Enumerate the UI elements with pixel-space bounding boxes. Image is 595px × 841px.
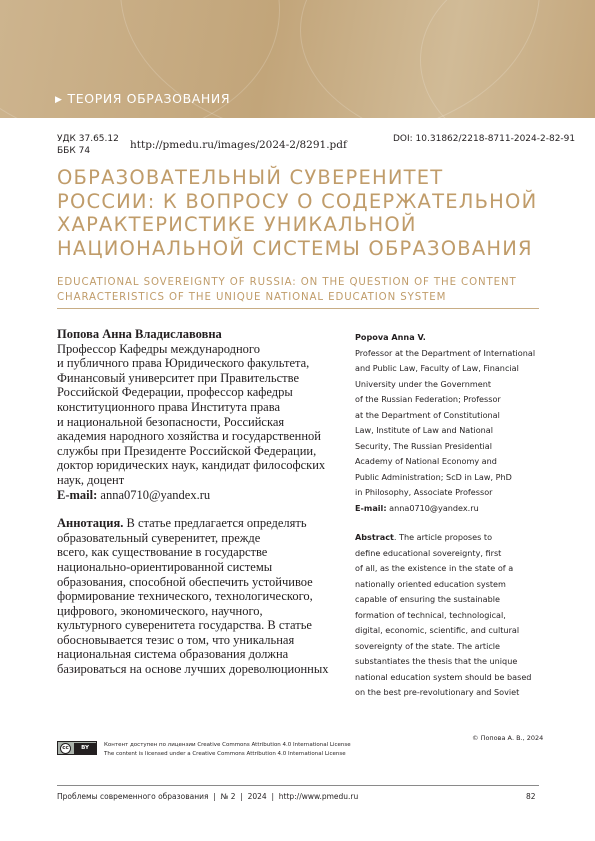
affiliation-line: Law, Institute of Law and National — [355, 425, 493, 435]
license-ru: Контент доступен по лицензии Creative Commons Attribution 4.0 International License — [104, 742, 351, 748]
title-divider — [57, 308, 539, 309]
abstract-ru-first-line — [57, 516, 347, 531]
english-column — [355, 330, 545, 701]
russian-column — [57, 327, 347, 677]
cc-icon: cc — [60, 743, 71, 754]
section-label — [55, 91, 230, 106]
abstract-text: . The article proposes to — [393, 532, 493, 542]
affiliation-line: и публичного права Юридического факультета, — [57, 356, 310, 371]
abstract-line: национально-ориентированной системы — [57, 559, 273, 574]
copyright-notice: © Попова А. В., 2024 — [472, 734, 544, 742]
license-en: The content is licensed under a Creative Commons Attribution 4.0 International License — [104, 751, 346, 757]
abstract-line: on the best pre-revolutionary and Soviet — [355, 687, 520, 697]
affiliation-line: конституционного права Института права — [57, 399, 280, 414]
abstract-line: всего, как существование в государстве — [57, 545, 268, 560]
email-link[interactable]: anna0710@yandex.ru — [389, 502, 479, 513]
article-url[interactable]: http://pmedu.ru/images/2024-2/8291.pdf — [130, 139, 347, 151]
title-ru-line: ХАРАКТЕРИСТИКЕ УНИКАЛЬНОЙ — [57, 213, 417, 236]
abstract-line: substantiates the thesis that the unique — [355, 656, 518, 666]
author-name-ru: Попова Анна Владиславовна — [57, 327, 222, 341]
title-ru-line: ОБРАЗОВАТЕЛЬНЫЙ СУВЕРЕНИТЕТ — [57, 166, 444, 189]
abstract-line: define educational sovereignty, first — [355, 547, 502, 558]
abstract-line: цифрового, экономического, научного, — [57, 603, 263, 618]
header-banner — [0, 0, 595, 118]
abstract-line: sovereignty of the state. The article — [355, 640, 501, 651]
license-text — [104, 741, 351, 759]
abstract-line: formation of technical, technological, — [355, 609, 506, 620]
affiliation-line: and Public Law, Faculty of Law, Financial — [355, 363, 519, 373]
abstract-line: формирование технического, технологического, — [57, 589, 313, 604]
email-link[interactable]: anna0710@yandex.ru — [100, 487, 211, 502]
abstract-line: capable of ensuring the sustainable — [355, 594, 500, 604]
title-en-line: CHARACTERISTICS OF THE UNIQUE NATIONAL EDUCATION SYSTEM — [57, 292, 447, 303]
abstract-line: of all, as the existence in the state of a — [355, 563, 514, 573]
title-en-line: EDUCATIONAL SOVEREIGNTY OF RUSSIA: ON THE QUESTION OF THE CONTENT — [57, 277, 517, 288]
abstract-line: национальная система образования должна — [57, 647, 289, 662]
abstract-label: Abstract — [355, 532, 394, 542]
email-label: E-mail: — [57, 487, 98, 502]
affiliation-line: University under the Government — [355, 378, 492, 389]
affiliation-line: академия народного хозяйства и государственной — [57, 429, 321, 444]
abstract-line: образовательный суверенитет, прежде — [57, 530, 261, 545]
affiliation-line: Security, The Russian Presidential — [355, 440, 492, 451]
title-ru-line: НАЦИОНАЛЬНОЙ СИСТЕМЫ ОБРАЗОВАНИЯ — [57, 236, 533, 260]
abstract-line: обосновывается тезис о том, что уникальная — [57, 632, 295, 647]
affiliation-line: службы при Президенте Российской Федерации, — [57, 443, 317, 458]
classification-codes — [57, 133, 119, 157]
section-title: ТЕОРИЯ ОБРАЗОВАНИЯ — [67, 91, 231, 106]
title-russian — [57, 166, 547, 260]
affiliation-line: Финансовый университет при Правительстве — [57, 370, 300, 385]
cc-license-badge[interactable] — [57, 741, 97, 755]
affiliation-line: at the Department of Constitutional — [355, 409, 500, 420]
footer-divider — [57, 785, 539, 786]
email-en — [355, 501, 545, 517]
abstract-line: базироваться на основе лучших дореволюционных — [57, 662, 329, 677]
email-label: E-mail: — [355, 502, 387, 513]
by-icon: BY — [74, 743, 96, 754]
doi[interactable]: DOI: 10.31862/2218-8711-2024-2-82-91 — [393, 134, 576, 144]
abstract-line: образования, способной обеспечить устойчивое — [57, 574, 313, 589]
affiliation-line: Public Administration; ScD in Law, PhD — [355, 471, 512, 482]
affiliation-line: of the Russian Federation; Professor — [355, 394, 501, 404]
abstract-line: nationally oriented education system — [355, 578, 506, 589]
author-name-en: Popova Anna V. — [355, 332, 426, 342]
udk-code: УДК 37.65.12 — [57, 134, 119, 144]
abstract-label: Аннотация. — [57, 516, 124, 531]
affiliation-line: доктор юридических наук, кандидат философских — [57, 458, 326, 473]
affiliation-line: Профессор Кафедры международного — [57, 341, 260, 356]
affiliation-line: и национальной безопасности, Российская — [57, 414, 285, 429]
affiliation-line: in Philosophy, Associate Professor — [355, 487, 493, 497]
triangle-right-icon: ▶ — [55, 95, 63, 105]
title-ru-line: РОССИИ: К ВОПРОСУ О СОДЕРЖАТЕЛЬНОЙ — [57, 189, 538, 213]
affiliation-line: Российской Федерации, профессор кафедры — [57, 385, 293, 400]
title-english — [57, 275, 547, 305]
abstract-line: культурного суверенитета государства. В статье — [57, 618, 312, 633]
abstract-line: national education system should be based — [355, 671, 532, 682]
abstract-line: digital, economic, scientific, and cultural — [355, 625, 520, 635]
abstract-text: В статье предлагается определять — [123, 516, 307, 531]
affiliation-line: Professor at the Department of International — [355, 347, 536, 358]
page-number: 82 — [526, 792, 536, 801]
abstract-en-first-line — [355, 530, 545, 546]
bbk-code: ББК 74 — [57, 146, 91, 156]
email-ru — [57, 488, 347, 503]
footer-journal: Проблемы современного образования | № 2 | 2024 | http://www.pmedu.ru — [57, 792, 359, 801]
affiliation-line: Academy of National Economy and — [355, 456, 497, 466]
affiliation-line: наук, доцент — [57, 472, 125, 487]
